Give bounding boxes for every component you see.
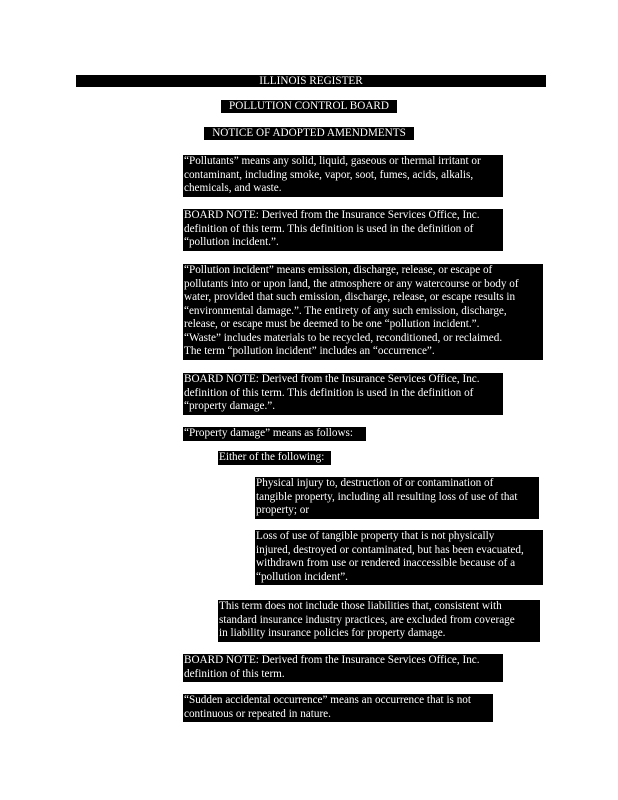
paragraph-line: definition of this term. xyxy=(184,667,285,680)
paragraph-line: water, provided that such emission, discharge, release, or escape results in xyxy=(184,291,516,303)
paragraph-line: Either of the following: xyxy=(219,451,325,463)
property-damage-paragraph xyxy=(183,427,366,441)
paragraph-line: continuous or repeated in nature. xyxy=(184,707,331,720)
paragraph-line: “Property damage” means as follows: xyxy=(184,427,354,439)
either-paragraph xyxy=(218,451,331,465)
paragraph-line: withdrawn from use or rendered inaccessible because of a xyxy=(256,557,516,569)
paragraph-line: chemicals, and waste. xyxy=(184,182,282,194)
physical-injury-paragraph xyxy=(255,477,539,519)
paragraph-line: “Pollution incident” means emission, discharge, release, or escape of xyxy=(184,264,493,276)
exclusion-paragraph xyxy=(218,600,540,642)
paragraph-line: “environmental damage.”. The entirety of any such emission, discharge, xyxy=(184,304,507,317)
paragraph-line: Physical injury to, destruction of or contamination of xyxy=(256,477,494,489)
paragraph-line: definition of this term. This definition is used in the definition of xyxy=(184,222,474,235)
paragraph-line: The term “pollution incident” includes an “occurrence”. xyxy=(184,345,435,357)
paragraph-line: tangible property, including all resulting loss of use of that xyxy=(256,490,518,503)
paragraph-line: “Pollutants” means any solid, liquid, gaseous or thermal irritant or xyxy=(184,155,481,167)
paragraph-line: contaminant, including smoke, vapor, soot, fumes, acids, alkalis, xyxy=(184,168,474,181)
paragraph-line: BOARD NOTE: Derived from the Insurance Services Office, Inc. xyxy=(184,654,480,666)
notice-title: NOTICE OF ADOPTED AMENDMENTS xyxy=(212,127,406,139)
paragraph-line: definition of this term. This definition is used in the definition of xyxy=(184,386,474,399)
paragraph-line: injured, destroyed or contaminated, but has been evacuated, xyxy=(256,543,524,556)
paragraph-line: property; or xyxy=(256,504,310,516)
paragraph-line: “property damage.”. xyxy=(184,400,276,412)
register-title: ILLINOIS REGISTER xyxy=(259,75,363,87)
paragraph-line: “pollution incident”. xyxy=(256,570,348,583)
board-note-paragraph xyxy=(183,654,503,682)
notice-header xyxy=(204,127,414,140)
board-note-paragraph xyxy=(183,373,503,415)
paragraph-line: “Waste” includes materials to be recycled, reconditioned, or reclaimed. xyxy=(184,331,503,344)
paragraph-line: standard insurance industry practices, are excluded from coverage xyxy=(219,613,515,626)
register-header xyxy=(76,75,546,87)
paragraph-line: “pollution incident.”. xyxy=(184,236,279,248)
loss-of-use-paragraph xyxy=(255,530,543,585)
board-title: POLLUTION CONTROL BOARD xyxy=(229,100,389,112)
paragraph-line: pollutants into or upon land, the atmosphere or any watercourse or body of xyxy=(184,277,519,290)
paragraph-line: “Sudden accidental occurrence” means an occurrence that is not xyxy=(184,694,472,706)
paragraph-line: BOARD NOTE: Derived from the Insurance Services Office, Inc. xyxy=(184,209,480,221)
pollution-incident-paragraph xyxy=(183,264,543,360)
board-note-paragraph xyxy=(183,209,503,251)
paragraph-line: Loss of use of tangible property that is not physically xyxy=(256,530,495,542)
sudden-occurrence-paragraph xyxy=(183,694,493,722)
pollutants-paragraph xyxy=(183,155,503,197)
paragraph-line: This term does not include those liabilities that, consistent with xyxy=(219,600,502,612)
paragraph-line: BOARD NOTE: Derived from the Insurance Services Office, Inc. xyxy=(184,373,480,385)
paragraph-line: release, or escape must be deemed to be one “pollution incident.”. xyxy=(184,318,480,330)
board-header xyxy=(221,100,397,113)
paragraph-line: in liability insurance policies for property damage. xyxy=(219,627,446,639)
